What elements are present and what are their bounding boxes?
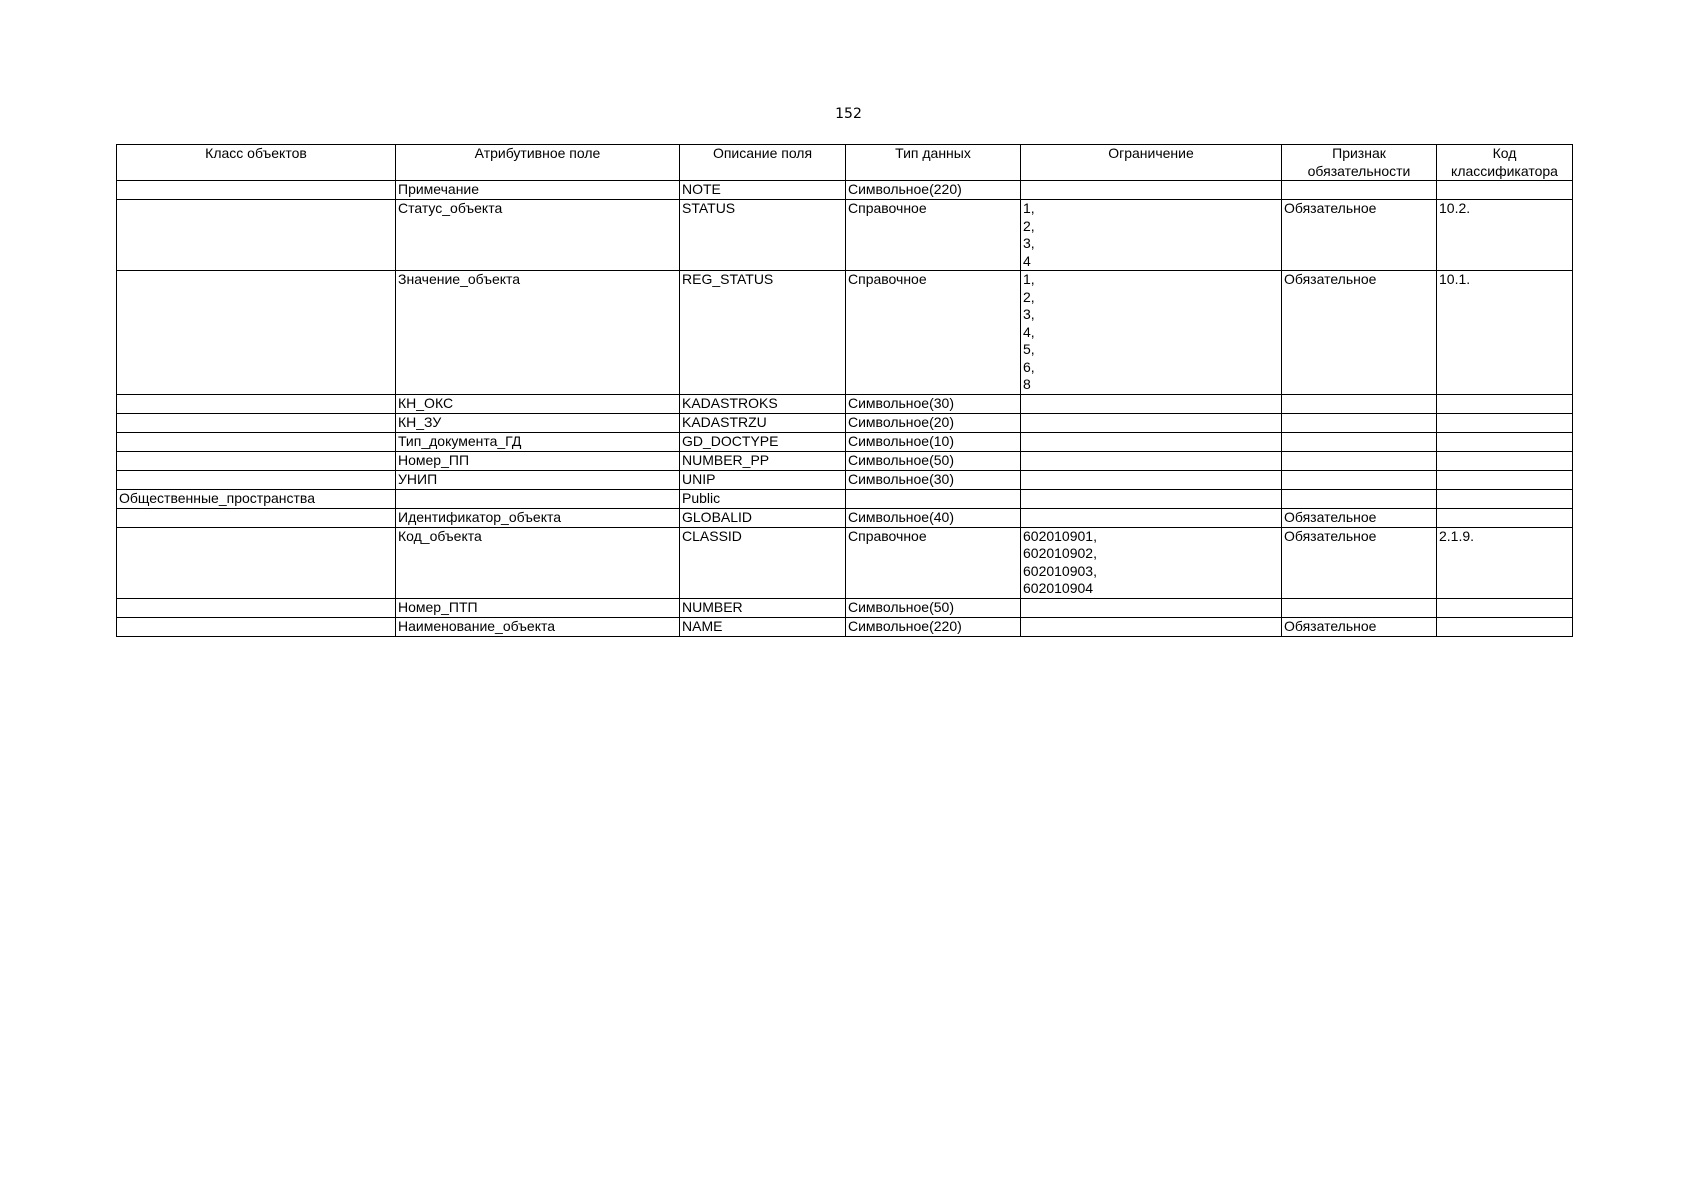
table-row (117, 432, 1573, 451)
cell-field-description: STATUS (680, 200, 846, 271)
cell-data-type: Символьное(220) (846, 617, 1021, 636)
header-data-type: Тип данных (846, 145, 1021, 181)
cell-field-description: NOTE (680, 181, 846, 200)
cell-mandatory-flag (1282, 598, 1437, 617)
cell-mandatory-flag (1282, 470, 1437, 489)
cell-attribute-field: Идентификатор_объекта (396, 508, 680, 527)
cell-classifier-code: 10.1. (1437, 271, 1573, 395)
cell-mandatory-flag: Обязательное (1282, 508, 1437, 527)
cell-data-type: Справочное (846, 527, 1021, 598)
cell-attribute-field: Тип_документа_ГД (396, 432, 680, 451)
cell-mandatory-flag (1282, 451, 1437, 470)
cell-constraint (1021, 432, 1282, 451)
cell-attribute-field: УНИП (396, 470, 680, 489)
cell-field-description: NUMBER (680, 598, 846, 617)
cell-data-type: Символьное(30) (846, 470, 1021, 489)
cell-object-class (117, 617, 396, 636)
table-row (117, 451, 1573, 470)
cell-constraint (1021, 617, 1282, 636)
cell-field-description: Public (680, 489, 846, 508)
cell-object-class (117, 181, 396, 200)
cell-mandatory-flag: Обязательное (1282, 617, 1437, 636)
table-row (117, 181, 1573, 200)
header-mandatory-flag: Признак обязательности (1282, 145, 1437, 181)
cell-field-description: KADASTROKS (680, 394, 846, 413)
table-header-row (117, 145, 1573, 181)
cell-mandatory-flag (1282, 432, 1437, 451)
cell-classifier-code: 10.2. (1437, 200, 1573, 271)
cell-field-description: GLOBALID (680, 508, 846, 527)
cell-mandatory-flag: Обязательное (1282, 200, 1437, 271)
header-object-class: Класс объектов (117, 145, 396, 181)
cell-classifier-code (1437, 394, 1573, 413)
table-row (117, 598, 1573, 617)
header-field-description: Описание поля (680, 145, 846, 181)
cell-object-class (117, 451, 396, 470)
cell-attribute-field: Код_объекта (396, 527, 680, 598)
cell-field-description: REG_STATUS (680, 271, 846, 395)
cell-classifier-code (1437, 432, 1573, 451)
cell-classifier-code (1437, 470, 1573, 489)
cell-mandatory-flag (1282, 394, 1437, 413)
cell-constraint: 1, 2, 3, 4, 5, 6, 8 (1021, 271, 1282, 395)
cell-object-class (117, 413, 396, 432)
cell-data-type: Символьное(50) (846, 451, 1021, 470)
cell-object-class (117, 432, 396, 451)
cell-constraint (1021, 489, 1282, 508)
cell-field-description: KADASTRZU (680, 413, 846, 432)
cell-constraint: 1, 2, 3, 4 (1021, 200, 1282, 271)
cell-constraint (1021, 181, 1282, 200)
cell-mandatory-flag: Обязательное (1282, 527, 1437, 598)
cell-attribute-field: КН_ОКС (396, 394, 680, 413)
cell-data-type: Символьное(30) (846, 394, 1021, 413)
table-row (117, 200, 1573, 271)
cell-data-type: Символьное(50) (846, 598, 1021, 617)
cell-classifier-code (1437, 181, 1573, 200)
cell-constraint (1021, 598, 1282, 617)
cell-constraint (1021, 508, 1282, 527)
cell-attribute-field (396, 489, 680, 508)
cell-attribute-field: Примечание (396, 181, 680, 200)
cell-mandatory-flag: Обязательное (1282, 271, 1437, 395)
cell-data-type: Символьное(220) (846, 181, 1021, 200)
header-constraint: Ограничение (1021, 145, 1282, 181)
cell-attribute-field: Значение_объекта (396, 271, 680, 395)
cell-attribute-field: Наименование_объекта (396, 617, 680, 636)
cell-mandatory-flag (1282, 413, 1437, 432)
cell-field-description: NAME (680, 617, 846, 636)
table-row (117, 394, 1573, 413)
page-number: 152 (835, 106, 862, 122)
cell-attribute-field: Номер_ПП (396, 451, 680, 470)
cell-classifier-code (1437, 508, 1573, 527)
cell-classifier-code (1437, 451, 1573, 470)
cell-object-class (117, 271, 396, 395)
table-row (117, 617, 1573, 636)
cell-object-class (117, 470, 396, 489)
cell-object-class (117, 527, 396, 598)
cell-field-description: CLASSID (680, 527, 846, 598)
cell-constraint: 602010901, 602010902, 602010903, 602010904 (1021, 527, 1282, 598)
cell-field-description: GD_DOCTYPE (680, 432, 846, 451)
cell-data-type: Справочное (846, 200, 1021, 271)
header-classifier-code: Код классификатора (1437, 145, 1573, 181)
cell-classifier-code (1437, 489, 1573, 508)
cell-mandatory-flag (1282, 181, 1437, 200)
table-row (117, 527, 1573, 598)
table-row (117, 470, 1573, 489)
cell-classifier-code (1437, 598, 1573, 617)
cell-constraint (1021, 451, 1282, 470)
cell-data-type (846, 489, 1021, 508)
cell-field-description: UNIP (680, 470, 846, 489)
cell-data-type: Символьное(20) (846, 413, 1021, 432)
cell-constraint (1021, 470, 1282, 489)
cell-data-type: Символьное(40) (846, 508, 1021, 527)
table-row (117, 508, 1573, 527)
table-row (117, 489, 1573, 508)
cell-classifier-code (1437, 617, 1573, 636)
cell-classifier-code: 2.1.9. (1437, 527, 1573, 598)
cell-object-class (117, 508, 396, 527)
cell-object-class: Общественные_пространства (117, 489, 396, 508)
cell-attribute-field: КН_ЗУ (396, 413, 680, 432)
cell-field-description: NUMBER_PP (680, 451, 846, 470)
cell-data-type: Символьное(10) (846, 432, 1021, 451)
cell-mandatory-flag (1282, 489, 1437, 508)
cell-object-class (117, 394, 396, 413)
cell-constraint (1021, 394, 1282, 413)
cell-data-type: Справочное (846, 271, 1021, 395)
cell-constraint (1021, 413, 1282, 432)
cell-attribute-field: Статус_объекта (396, 200, 680, 271)
cell-classifier-code (1437, 413, 1573, 432)
cell-attribute-field: Номер_ПТП (396, 598, 680, 617)
table-row (117, 413, 1573, 432)
header-attribute-field: Атрибутивное поле (396, 145, 680, 181)
table-row (117, 271, 1573, 395)
cell-object-class (117, 200, 396, 271)
attribute-table (116, 144, 1573, 637)
cell-object-class (117, 598, 396, 617)
